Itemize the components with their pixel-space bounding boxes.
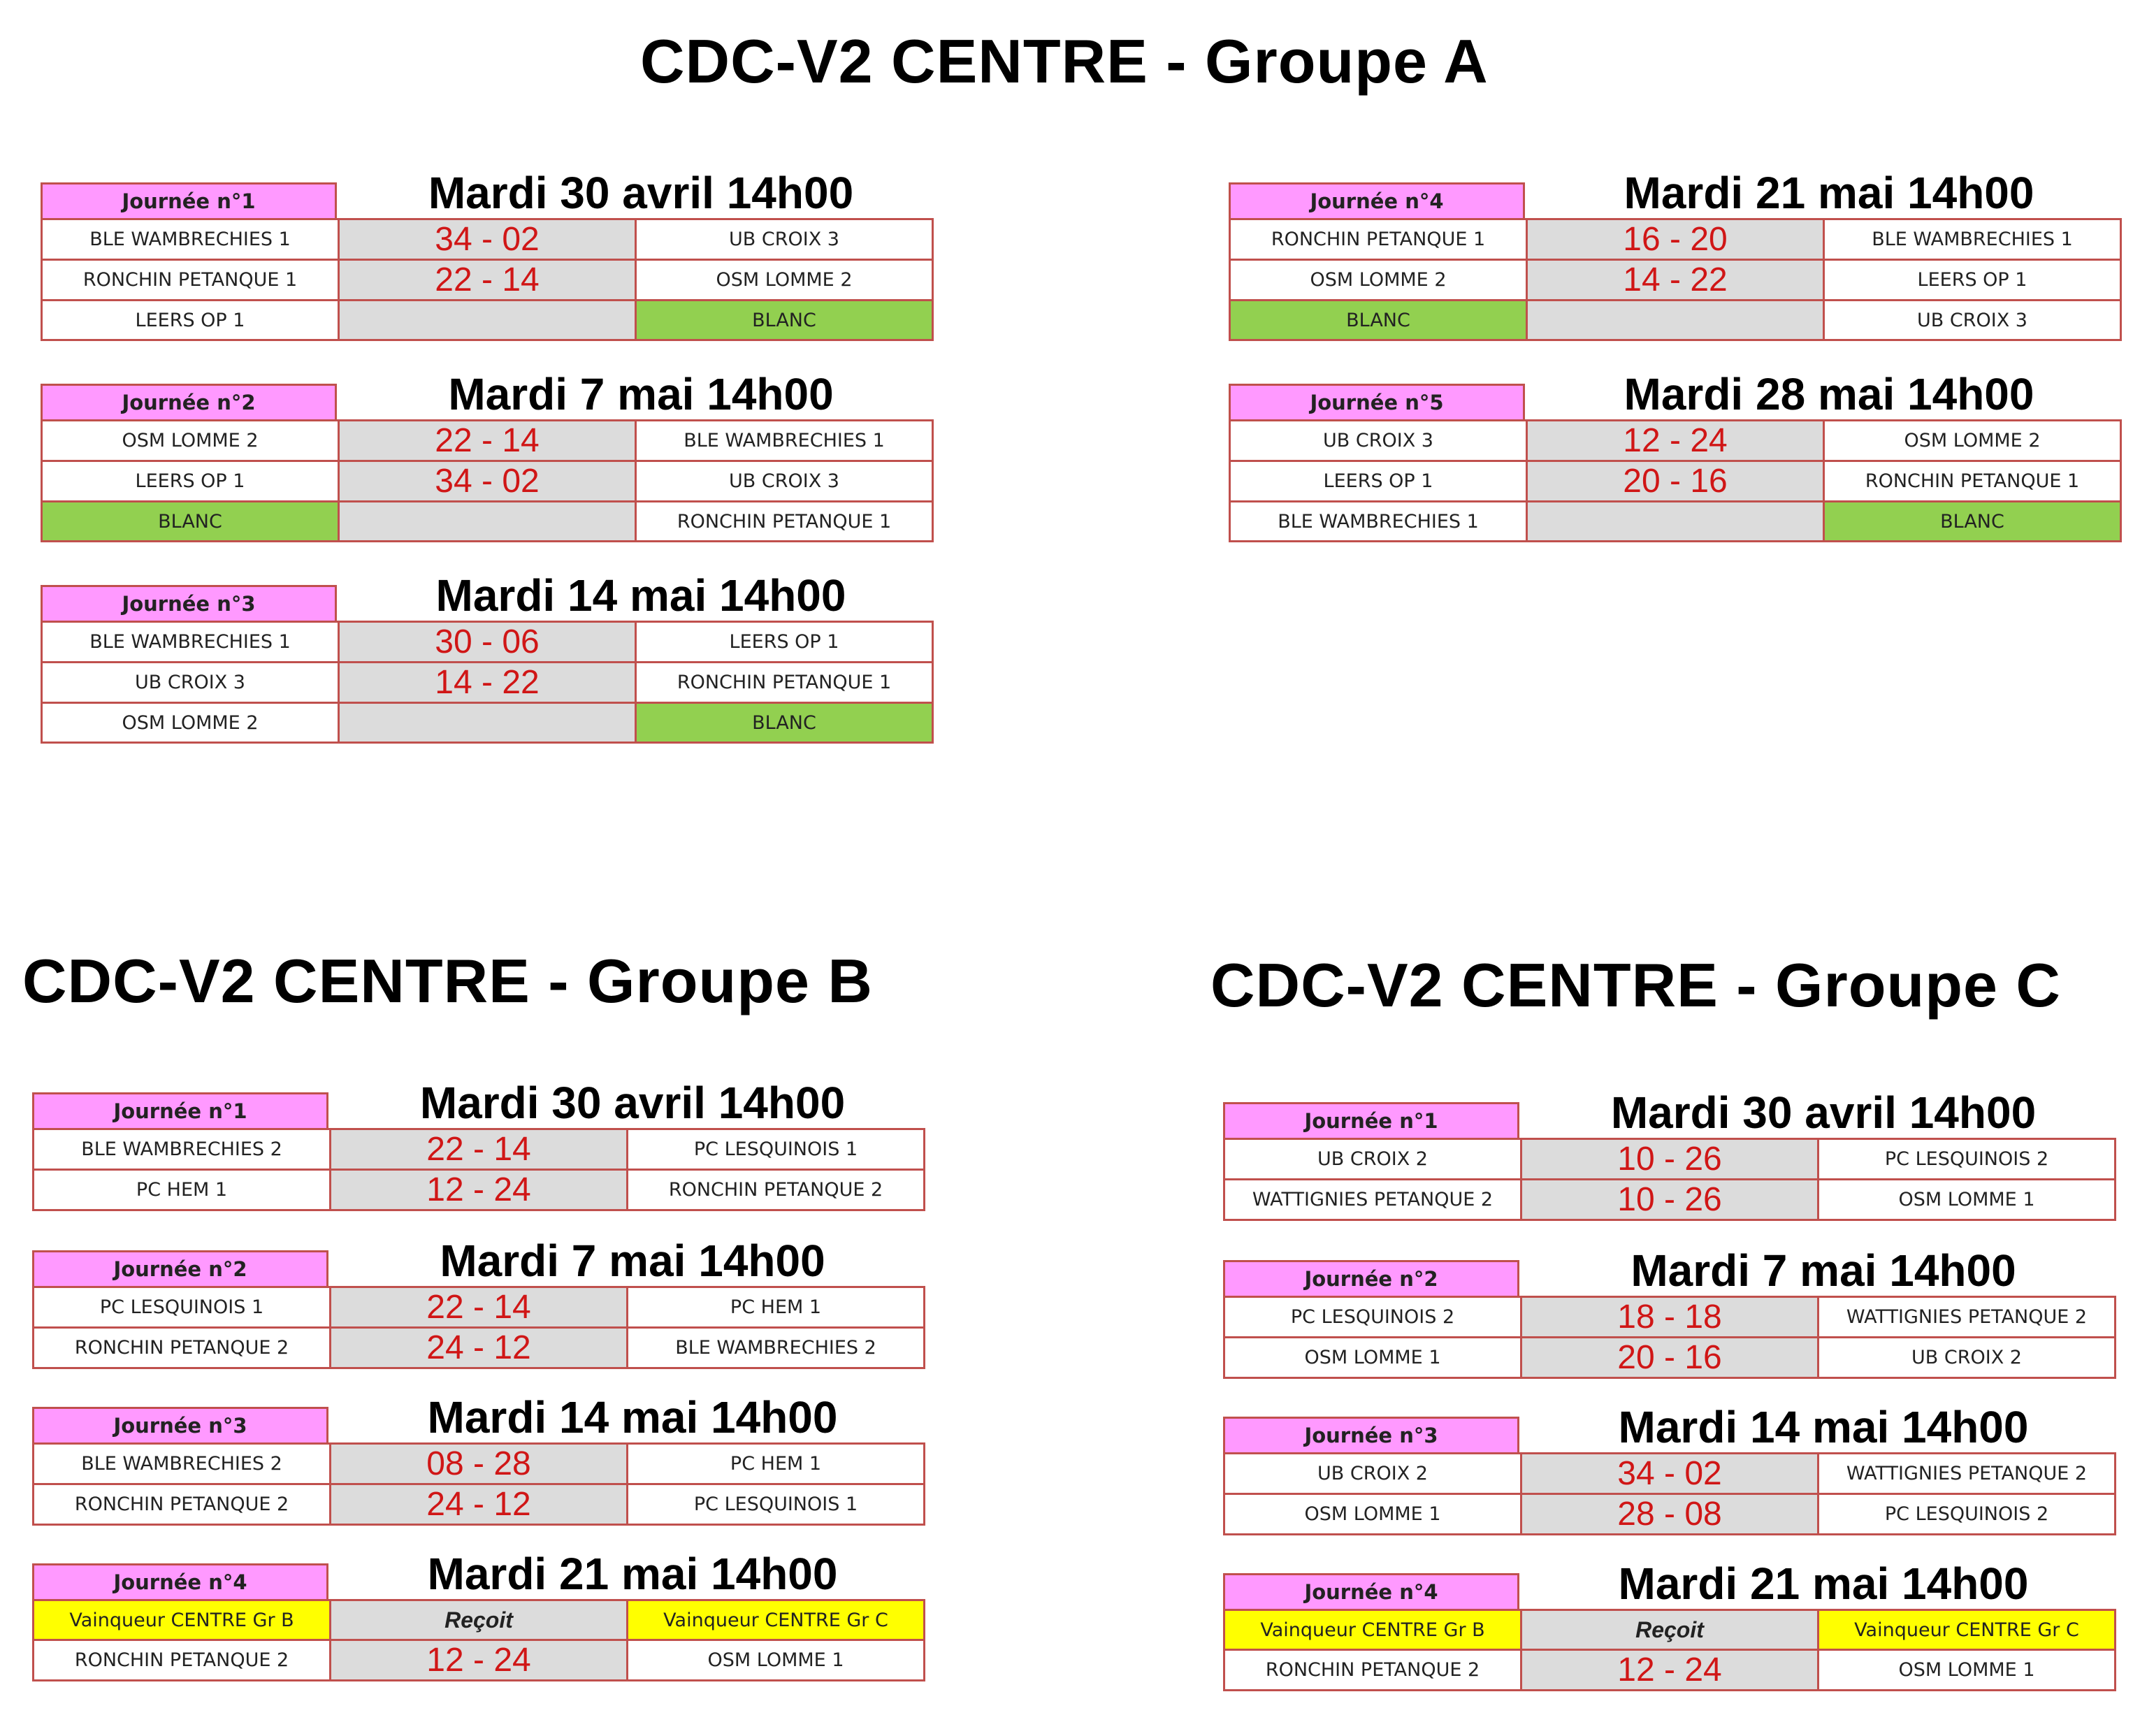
away-team: OSM LOMME 2 xyxy=(1824,421,2121,461)
table-row xyxy=(34,1484,925,1525)
round-date: Mardi 7 mai 14h00 xyxy=(448,369,834,419)
blanc-cell: BLANC xyxy=(1824,502,2121,542)
winner-team: Vainqueur CENTRE Gr C xyxy=(1819,1610,2116,1650)
match-score: 12 - 24 xyxy=(1521,1650,1819,1691)
blanc-cell: BLANC xyxy=(42,502,339,542)
away-team: PC LESQUINOIS 1 xyxy=(628,1129,925,1170)
home-team: PC HEM 1 xyxy=(34,1170,331,1210)
group-a-round-4 xyxy=(1229,168,2122,341)
away-team: OSM LOMME 2 xyxy=(636,260,933,301)
group-b-round-2 xyxy=(32,1236,925,1369)
round-label: Journée n°3 xyxy=(32,1407,328,1442)
round-label: Journée n°3 xyxy=(41,585,337,621)
away-team: RONCHIN PETANQUE 2 xyxy=(628,1170,925,1210)
table-row xyxy=(42,663,933,703)
away-team: BLE WAMBRECHIES 1 xyxy=(1824,219,2121,260)
home-team: UB CROIX 3 xyxy=(42,663,339,703)
away-team: LEERS OP 1 xyxy=(636,622,933,663)
winner-team: Vainqueur CENTRE Gr B xyxy=(34,1600,331,1640)
away-team: OSM LOMME 1 xyxy=(1819,1650,2116,1691)
away-team: RONCHIN PETANQUE 1 xyxy=(636,663,933,703)
match-table xyxy=(41,218,934,341)
home-team: OSM LOMME 1 xyxy=(1224,1338,1521,1378)
round-date: Mardi 14 mai 14h00 xyxy=(435,570,846,621)
home-team: BLE WAMBRECHIES 1 xyxy=(42,219,339,260)
away-team: OSM LOMME 1 xyxy=(1819,1180,2116,1220)
table-row xyxy=(34,1328,925,1368)
winner-team: Vainqueur CENTRE Gr C xyxy=(628,1600,925,1640)
table-row xyxy=(1230,502,2121,542)
round-label: Journée n°1 xyxy=(41,182,337,218)
table-row xyxy=(42,421,933,461)
home-team: PC LESQUINOIS 2 xyxy=(1224,1297,1521,1338)
round-date: Mardi 30 avril 14h00 xyxy=(1610,1087,2037,1138)
match-table xyxy=(32,1128,925,1211)
group-b-round-1 xyxy=(32,1078,925,1211)
home-team: BLE WAMBRECHIES 1 xyxy=(42,622,339,663)
match-score: 12 - 24 xyxy=(1527,421,1824,461)
match-score xyxy=(1527,301,1824,340)
home-team: UB CROIX 2 xyxy=(1224,1454,1521,1494)
match-score: 08 - 28 xyxy=(331,1444,628,1484)
away-team: UB CROIX 3 xyxy=(636,219,933,260)
table-row xyxy=(1224,1338,2116,1378)
round-label: Journée n°5 xyxy=(1229,384,1525,419)
match-score: 24 - 12 xyxy=(331,1328,628,1368)
table-row xyxy=(34,1444,925,1484)
home-team: WATTIGNIES PETANQUE 2 xyxy=(1224,1180,1521,1220)
round-date: Mardi 30 avril 14h00 xyxy=(428,168,854,218)
table-row xyxy=(1230,461,2121,502)
table-row xyxy=(1230,421,2121,461)
table-row xyxy=(1224,1494,2116,1535)
round-date: Mardi 21 mai 14h00 xyxy=(1618,1558,2029,1609)
match-table xyxy=(1223,1296,2116,1379)
away-team: UB CROIX 3 xyxy=(1824,301,2121,340)
recoit-label: Reçoit xyxy=(331,1600,628,1640)
match-score xyxy=(1527,502,1824,542)
home-team: RONCHIN PETANQUE 1 xyxy=(1230,219,1527,260)
table-row xyxy=(34,1287,925,1328)
home-team: RONCHIN PETANQUE 2 xyxy=(34,1640,331,1681)
match-score: 20 - 16 xyxy=(1527,461,1824,502)
match-score: 22 - 14 xyxy=(339,260,636,301)
home-team: OSM LOMME 2 xyxy=(42,703,339,743)
home-team: OSM LOMME 2 xyxy=(42,421,339,461)
match-score: 34 - 02 xyxy=(339,219,636,260)
table-row xyxy=(34,1640,925,1681)
round-label: Journée n°1 xyxy=(32,1092,328,1128)
group-a-round-3 xyxy=(41,570,934,744)
match-table xyxy=(1223,1452,2116,1535)
table-row xyxy=(42,219,933,260)
round-date: Mardi 14 mai 14h00 xyxy=(1618,1402,2029,1452)
match-score xyxy=(339,301,636,340)
match-score xyxy=(339,703,636,743)
table-row xyxy=(34,1170,925,1210)
group-a-title: CDC-V2 CENTRE - Groupe A xyxy=(640,27,1489,96)
group-a-round-5 xyxy=(1229,369,2122,542)
group-c-round-1 xyxy=(1223,1087,2116,1221)
away-team: PC LESQUINOIS 2 xyxy=(1819,1494,2116,1535)
home-team: UB CROIX 2 xyxy=(1224,1139,1521,1180)
away-team: OSM LOMME 1 xyxy=(628,1640,925,1681)
home-team: LEERS OP 1 xyxy=(42,301,339,340)
home-team: BLE WAMBRECHIES 1 xyxy=(1230,502,1527,542)
home-team: LEERS OP 1 xyxy=(42,461,339,502)
table-row xyxy=(42,461,933,502)
group-b-title: CDC-V2 CENTRE - Groupe B xyxy=(22,946,873,1015)
table-row xyxy=(34,1600,925,1640)
home-team: BLE WAMBRECHIES 2 xyxy=(34,1444,331,1484)
match-table xyxy=(32,1286,925,1369)
match-table xyxy=(1223,1138,2116,1221)
round-label: Journée n°3 xyxy=(1223,1417,1519,1452)
table-row xyxy=(42,502,933,542)
home-team: UB CROIX 3 xyxy=(1230,421,1527,461)
table-row xyxy=(1224,1650,2116,1691)
match-score: 16 - 20 xyxy=(1527,219,1824,260)
away-team: WATTIGNIES PETANQUE 2 xyxy=(1819,1454,2116,1494)
table-row xyxy=(42,622,933,663)
match-score: 10 - 26 xyxy=(1521,1180,1819,1220)
round-label: Journée n°2 xyxy=(1223,1260,1519,1296)
table-row xyxy=(1224,1180,2116,1220)
home-team: RONCHIN PETANQUE 2 xyxy=(34,1484,331,1525)
away-team: WATTIGNIES PETANQUE 2 xyxy=(1819,1297,2116,1338)
away-team: PC HEM 1 xyxy=(628,1444,925,1484)
round-label: Journée n°2 xyxy=(41,384,337,419)
table-row xyxy=(1230,219,2121,260)
home-team: BLE WAMBRECHIES 2 xyxy=(34,1129,331,1170)
group-c-round-3 xyxy=(1223,1402,2116,1535)
round-date: Mardi 14 mai 14h00 xyxy=(427,1392,838,1442)
table-row xyxy=(42,703,933,743)
match-score: 12 - 24 xyxy=(331,1170,628,1210)
match-score: 14 - 22 xyxy=(1527,260,1824,301)
winner-team: Vainqueur CENTRE Gr B xyxy=(1224,1610,1521,1650)
blanc-cell: BLANC xyxy=(636,703,933,743)
away-team: BLE WAMBRECHIES 2 xyxy=(628,1328,925,1368)
round-label: Journée n°4 xyxy=(1229,182,1525,218)
match-table xyxy=(32,1599,925,1681)
match-score: 22 - 14 xyxy=(331,1129,628,1170)
table-row xyxy=(1224,1610,2116,1650)
round-date: Mardi 7 mai 14h00 xyxy=(1631,1245,2016,1296)
match-table xyxy=(1229,218,2122,341)
round-label: Journée n°4 xyxy=(1223,1573,1519,1609)
table-row xyxy=(1230,260,2121,301)
match-score: 30 - 06 xyxy=(339,622,636,663)
home-team: LEERS OP 1 xyxy=(1230,461,1527,502)
match-table xyxy=(1223,1609,2116,1691)
match-score: 14 - 22 xyxy=(339,663,636,703)
match-score: 22 - 14 xyxy=(331,1287,628,1328)
group-b-round-4 xyxy=(32,1549,925,1681)
away-team: PC LESQUINOIS 2 xyxy=(1819,1139,2116,1180)
blanc-cell: BLANC xyxy=(1230,301,1527,340)
match-score: 12 - 24 xyxy=(331,1640,628,1681)
away-team: PC HEM 1 xyxy=(628,1287,925,1328)
round-label: Journée n°1 xyxy=(1223,1102,1519,1138)
match-table xyxy=(41,621,934,744)
home-team: RONCHIN PETANQUE 2 xyxy=(34,1328,331,1368)
table-row xyxy=(42,260,933,301)
round-label: Journée n°4 xyxy=(32,1563,328,1599)
away-team: RONCHIN PETANQUE 1 xyxy=(1824,461,2121,502)
group-c-title: CDC-V2 CENTRE - Groupe C xyxy=(1210,950,2061,1020)
group-c-round-4 xyxy=(1223,1558,2116,1691)
home-team: PC LESQUINOIS 1 xyxy=(34,1287,331,1328)
round-label: Journée n°2 xyxy=(32,1250,328,1286)
home-team: RONCHIN PETANQUE 1 xyxy=(42,260,339,301)
away-team: LEERS OP 1 xyxy=(1824,260,2121,301)
match-score: 22 - 14 xyxy=(339,421,636,461)
away-team: BLE WAMBRECHIES 1 xyxy=(636,421,933,461)
match-score: 34 - 02 xyxy=(1521,1454,1819,1494)
home-team: OSM LOMME 2 xyxy=(1230,260,1527,301)
table-row xyxy=(1230,301,2121,340)
match-score: 10 - 26 xyxy=(1521,1139,1819,1180)
match-score: 18 - 18 xyxy=(1521,1297,1819,1338)
match-score xyxy=(339,502,636,542)
match-table xyxy=(32,1442,925,1526)
recoit-label: Reçoit xyxy=(1521,1610,1819,1650)
table-row xyxy=(1224,1454,2116,1494)
blanc-cell: BLANC xyxy=(636,301,933,340)
group-c-round-2 xyxy=(1223,1245,2116,1379)
match-table xyxy=(41,419,934,542)
group-b-round-3 xyxy=(32,1392,925,1526)
match-score: 34 - 02 xyxy=(339,461,636,502)
away-team: UB CROIX 3 xyxy=(636,461,933,502)
match-score: 28 - 08 xyxy=(1521,1494,1819,1535)
away-team: RONCHIN PETANQUE 1 xyxy=(636,502,933,542)
round-date: Mardi 30 avril 14h00 xyxy=(419,1078,846,1128)
away-team: PC LESQUINOIS 1 xyxy=(628,1484,925,1525)
home-team: OSM LOMME 1 xyxy=(1224,1494,1521,1535)
group-a-round-2 xyxy=(41,369,934,542)
match-table xyxy=(1229,419,2122,542)
round-date: Mardi 28 mai 14h00 xyxy=(1624,369,2034,419)
round-date: Mardi 21 mai 14h00 xyxy=(1624,168,2034,218)
table-row xyxy=(1224,1297,2116,1338)
match-score: 20 - 16 xyxy=(1521,1338,1819,1378)
table-row xyxy=(1224,1139,2116,1180)
table-row xyxy=(42,301,933,340)
round-date: Mardi 7 mai 14h00 xyxy=(440,1236,825,1286)
table-row xyxy=(34,1129,925,1170)
home-team: RONCHIN PETANQUE 2 xyxy=(1224,1650,1521,1691)
round-date: Mardi 21 mai 14h00 xyxy=(427,1549,838,1599)
match-score: 24 - 12 xyxy=(331,1484,628,1525)
away-team: UB CROIX 2 xyxy=(1819,1338,2116,1378)
group-a-round-1 xyxy=(41,168,934,341)
